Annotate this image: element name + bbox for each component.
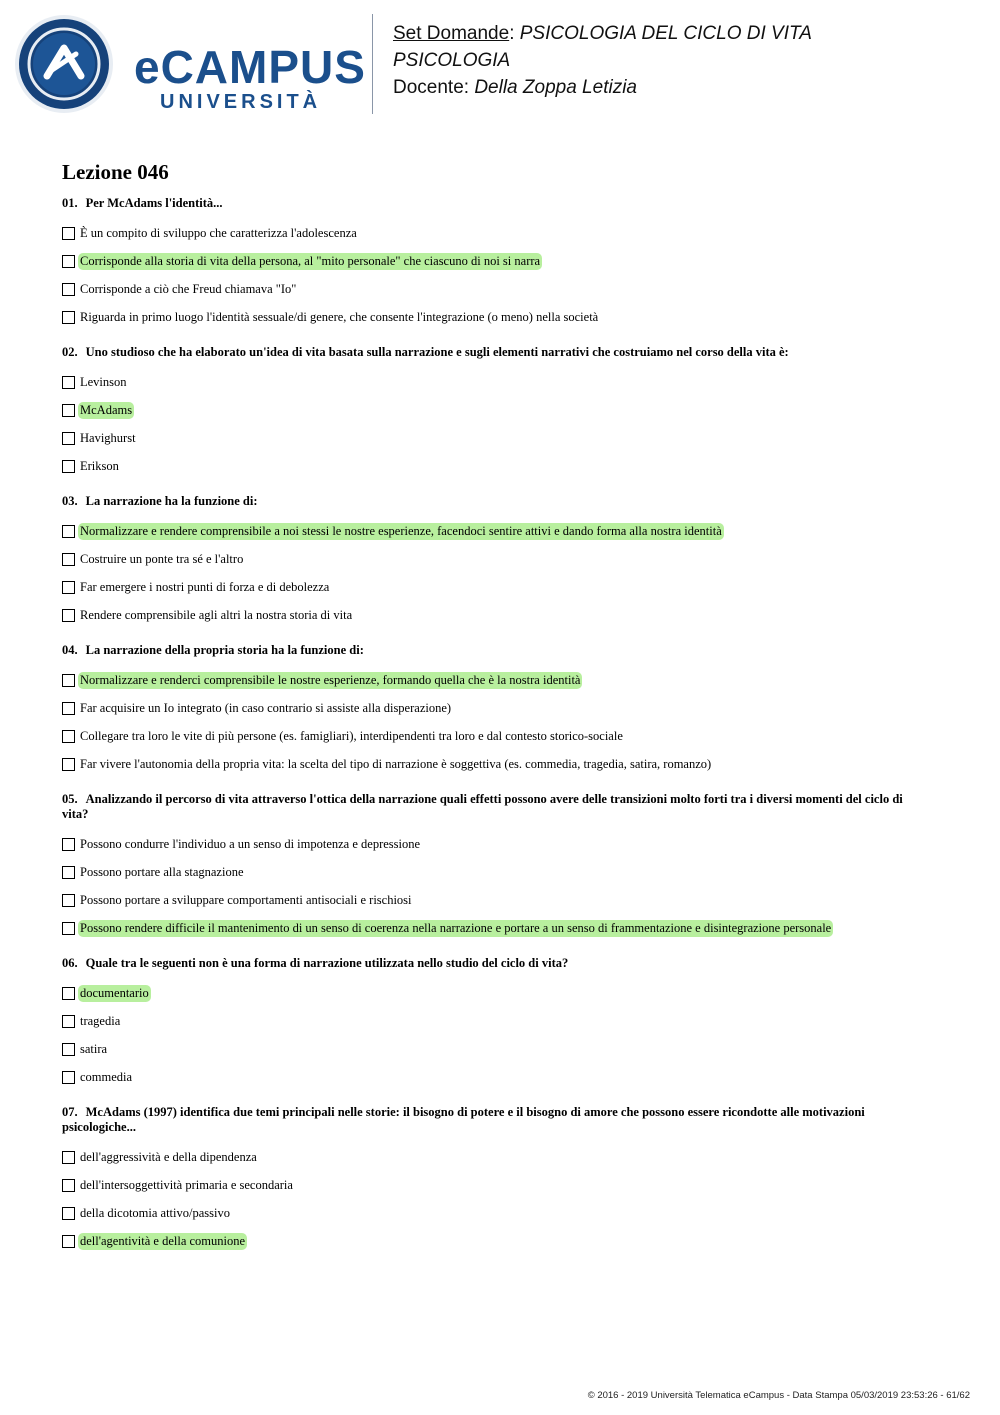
question-number: 01. <box>62 196 78 210</box>
correct-answer-label: Normalizzare e rendere comprensibile a noi stessi le nostre esperienze, facendoci sentire attivi e dando forma alla nostra identità <box>80 523 722 538</box>
checkbox-icon[interactable] <box>62 702 75 715</box>
answer-label: Far vivere l'autonomia della propria vita: la scelta del tipo di narrazione è soggettiva (es. commedia, tragedia, satira, romanzo) <box>80 756 712 771</box>
answer-label: commedia <box>80 1069 133 1084</box>
correct-answer-label: Normalizzare e renderci comprensibile le nostre esperienze, formando quella che è la nostra identità <box>80 672 581 687</box>
brand-wordmark: eCAMPUS <box>134 41 366 93</box>
checkbox-icon[interactable] <box>62 1043 75 1056</box>
question-text <box>62 196 922 211</box>
answer-label: Erikson <box>80 458 119 473</box>
ecampus-logo <box>14 14 366 114</box>
question-prompt: La narrazione ha la funzione di: <box>85 494 258 508</box>
answer-option[interactable] <box>62 858 922 886</box>
answer-option[interactable] <box>62 424 922 452</box>
checkbox-icon[interactable] <box>62 838 75 851</box>
answer-option[interactable] <box>62 1035 922 1063</box>
checkbox-icon[interactable] <box>62 460 75 473</box>
answer-label: satira <box>80 1041 108 1056</box>
set-line: Set Domande: PSICOLOGIA DEL CICLO DI VITA <box>393 23 812 44</box>
question-number: 02. <box>62 345 78 359</box>
answer-label: tragedia <box>80 1013 121 1028</box>
checkbox-icon[interactable] <box>62 1071 75 1084</box>
checkbox-icon[interactable] <box>62 227 75 240</box>
answer-label: Possono condurre l'individuo a un senso di impotenza e depressione <box>80 836 421 851</box>
question-number: 05. <box>62 792 78 806</box>
correct-answer-label: dell'agentività e della comunione <box>80 1233 246 1248</box>
question-block <box>62 956 922 1091</box>
answer-label: Costruire un ponte tra sé e l'altro <box>80 551 244 566</box>
answer-option[interactable] <box>62 830 922 858</box>
answer-option[interactable] <box>62 694 922 722</box>
university-seal-icon <box>14 14 114 114</box>
checkbox-icon[interactable] <box>62 894 75 907</box>
answer-option[interactable] <box>62 722 922 750</box>
header-divider <box>372 14 373 114</box>
answer-option[interactable] <box>62 979 922 1007</box>
page-footer: © 2016 - 2019 Università Telematica eCampus - Data Stampa 05/03/2019 23:53:26 - 61/62 <box>587 1390 970 1401</box>
answer-option[interactable] <box>62 601 922 629</box>
answer-label: È un compito di sviluppo che caratterizza l'adolescenza <box>80 225 357 240</box>
question-text <box>62 956 922 971</box>
checkbox-icon[interactable] <box>62 1207 75 1220</box>
answer-option[interactable] <box>62 219 922 247</box>
answer-option[interactable] <box>62 396 922 424</box>
question-number: 07. <box>62 1105 78 1119</box>
answer-option[interactable] <box>62 886 922 914</box>
answer-label: Corrisponde a ciò che Freud chiamava "Io" <box>80 281 297 296</box>
answer-label: della dicotomia attivo/passivo <box>80 1205 230 1220</box>
checkbox-icon[interactable] <box>62 730 75 743</box>
header-info <box>393 20 812 101</box>
question-number: 03. <box>62 494 78 508</box>
answer-option[interactable] <box>62 1199 922 1227</box>
teacher-line <box>393 74 812 101</box>
checkbox-icon[interactable] <box>62 553 75 566</box>
answer-label: dell'aggressività e della dipendenza <box>80 1149 257 1164</box>
brand-subtitle: UNIVERSITÀ <box>160 91 322 113</box>
answer-option[interactable] <box>62 750 922 778</box>
checkbox-icon[interactable] <box>62 581 75 594</box>
question-number: 04. <box>62 643 78 657</box>
answer-label: Possono portare alla stagnazione <box>80 864 244 879</box>
correct-answer-label: McAdams <box>80 402 133 417</box>
checkbox-icon[interactable] <box>62 1015 75 1028</box>
correct-answer-label: Possono rendere difficile il mantenimento di un senso di coerenza nella narrazione e portare a un senso di frammentazione e disintegrazione personale <box>80 920 832 935</box>
question-number: 06. <box>62 956 78 970</box>
set-title: PSICOLOGIA DEL CICLO DI VITA <box>519 23 812 44</box>
checkbox-icon[interactable] <box>62 1151 75 1164</box>
answer-label: Levinson <box>80 374 127 389</box>
question-text <box>62 494 922 509</box>
answer-option[interactable] <box>62 1171 922 1199</box>
teacher-label: Docente: <box>393 77 470 98</box>
answer-option[interactable] <box>62 517 922 545</box>
set-label: Set Domande <box>393 23 510 44</box>
answer-option[interactable] <box>62 1143 922 1171</box>
checkbox-icon[interactable] <box>62 674 75 687</box>
checkbox-icon[interactable] <box>62 283 75 296</box>
answer-option[interactable] <box>62 545 922 573</box>
question-prompt: Uno studioso che ha elaborato un'idea di vita basata sulla narrazione e sugli elementi narrativi che costruiamo nel corso della vita è: <box>85 345 789 359</box>
question-block <box>62 345 922 480</box>
question-text <box>62 792 922 822</box>
answer-option[interactable] <box>62 303 922 331</box>
answer-option[interactable] <box>62 452 922 480</box>
answer-option[interactable] <box>62 914 922 942</box>
answer-label: Rendere comprensibile agli altri la nostra storia di vita <box>80 607 353 622</box>
question-block <box>62 494 922 629</box>
question-block <box>62 792 922 942</box>
question-prompt: Analizzando il percorso di vita attraverso l'ottica della narrazione quali effetti possono avere delle transizioni molto forti tra i diversi momenti del ciclo di vita? <box>62 792 903 821</box>
checkbox-icon[interactable] <box>62 376 75 389</box>
checkbox-icon[interactable] <box>62 404 75 417</box>
answer-label: Possono portare a sviluppare comportamenti antisociali e rischiosi <box>80 892 412 907</box>
answer-label: Riguarda in primo luogo l'identità sessuale/di genere, che consente l'integrazione (o meno) nella società <box>80 309 599 324</box>
answer-option[interactable] <box>62 275 922 303</box>
checkbox-icon[interactable] <box>62 922 75 935</box>
answer-option[interactable] <box>62 1007 922 1035</box>
checkbox-icon[interactable] <box>62 1179 75 1192</box>
answer-option[interactable] <box>62 1063 922 1091</box>
checkbox-icon[interactable] <box>62 1235 75 1248</box>
question-block <box>62 643 922 778</box>
correct-answer-label: documentario <box>80 985 149 1000</box>
question-prompt: Quale tra le seguenti non è una forma di narrazione utilizzata nello studio del ciclo di vita? <box>85 956 569 970</box>
answer-option[interactable] <box>62 247 922 275</box>
answer-label: Far acquisire un Io integrato (in caso contrario si assiste alla disperazione) <box>80 700 452 715</box>
checkbox-icon[interactable] <box>62 255 75 268</box>
checkbox-icon[interactable] <box>62 987 75 1000</box>
question-block <box>62 196 922 331</box>
checkbox-icon[interactable] <box>62 525 75 538</box>
answer-option[interactable] <box>62 368 922 396</box>
answer-label: Havighurst <box>80 430 136 445</box>
question-list <box>62 196 922 1269</box>
question-prompt: McAdams (1997) identifica due temi principali nelle storie: il bisogno di potere e il bisogno di amore che possono essere ricondotte alle motivazioni psicologiche... <box>62 1105 865 1134</box>
question-text <box>62 345 922 360</box>
answer-option[interactable] <box>62 573 922 601</box>
question-block <box>62 1105 922 1255</box>
checkbox-icon[interactable] <box>62 758 75 771</box>
teacher-name: Della Zoppa Letizia <box>474 77 637 98</box>
answer-option[interactable] <box>62 1227 922 1255</box>
subject: PSICOLOGIA <box>393 50 511 71</box>
question-text <box>62 1105 922 1135</box>
answer-label: Collegare tra loro le vite di più persone (es. famigliari), interdipendenti tra loro e dal contesto storico-sociale <box>80 728 623 743</box>
checkbox-icon[interactable] <box>62 866 75 879</box>
question-prompt: La narrazione della propria storia ha la funzione di: <box>85 643 364 657</box>
correct-answer-label: Corrisponde alla storia di vita della persona, al "mito personale" che ciascuno di noi si narra <box>80 253 541 268</box>
answer-option[interactable] <box>62 666 922 694</box>
question-prompt: Per McAdams l'identità... <box>85 196 223 210</box>
answer-label: dell'intersoggettività primaria e secondaria <box>80 1177 293 1192</box>
checkbox-icon[interactable] <box>62 311 75 324</box>
checkbox-icon[interactable] <box>62 432 75 445</box>
question-text <box>62 643 922 658</box>
answer-label: Far emergere i nostri punti di forza e di debolezza <box>80 579 330 594</box>
lesson-title: Lezione 046 <box>62 160 169 184</box>
checkbox-icon[interactable] <box>62 609 75 622</box>
